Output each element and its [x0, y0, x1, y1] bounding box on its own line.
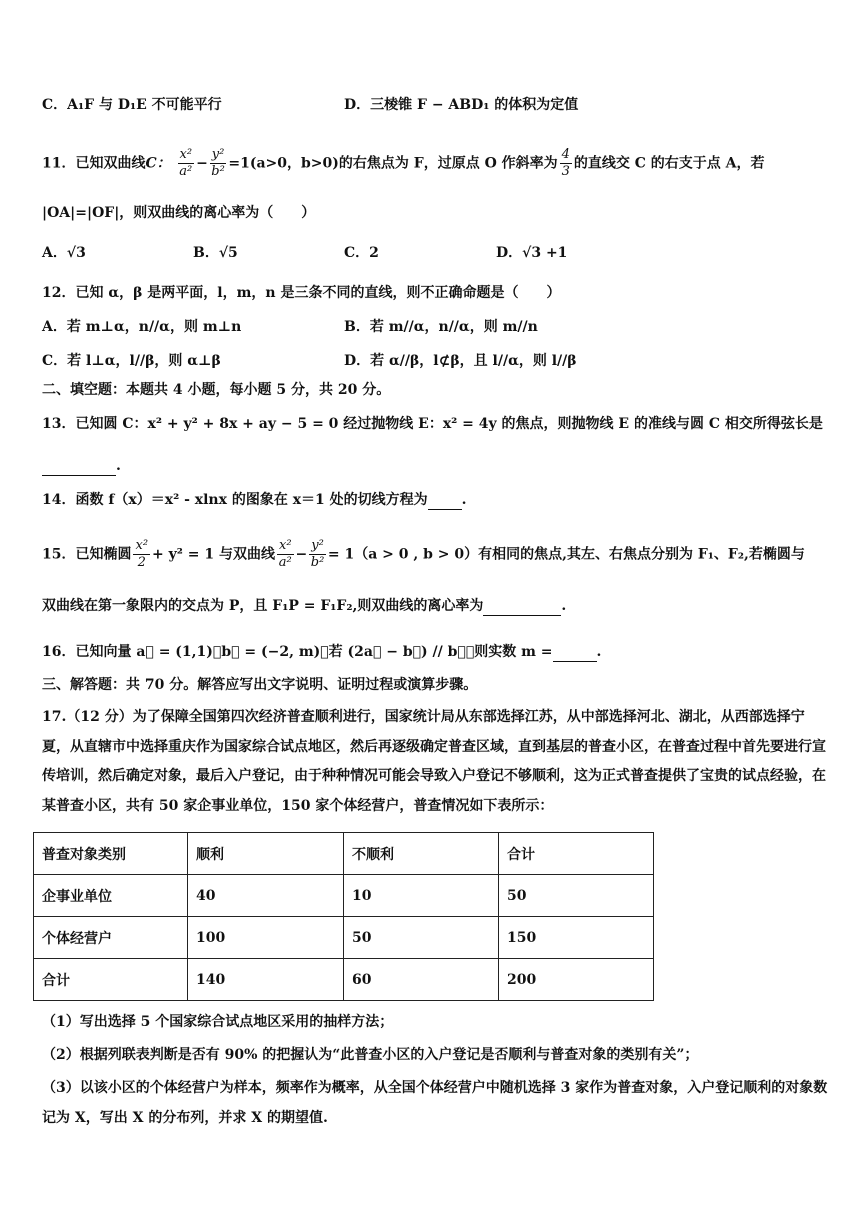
q11-line2: |OA|=|OF|，则双曲线的离心率为（ ）: [42, 205, 316, 221]
section-3-heading: 三、解答题：共 70 分。解答应写出文字说明、证明过程或演算步骤。: [42, 677, 478, 693]
q15-ellipse-frac: $\frac{\text{x²}}{2}$: [135, 538, 149, 570]
q12-option-d: D．若 α//β，l⊄β，且 l//α，则 l//β: [344, 353, 577, 369]
q17-paragraph: 17.（12 分）为了保障全国第四次经济普查顺利进行，国家统计局从东部选择江苏，从中部选择河北、湖北，从西部选择宁夏，从直辖市中选择重庆作为国家综合试点地区，然后再逐级确定普查区域，直到基层的普查小区，在普查过程中首先要进行宣传培训，然后确定对象，最后入户登记，由于种种情况可能会导致入户登记不够顺利，这为正式普查提供了宝贵的试点经验，在某普查小区，共有 50 家企事业单位，150 家个体经营户，普查情况如下表所示：: [42, 709, 826, 814]
table-header-cell: 不顺利: [344, 833, 499, 875]
q11-option-d: D．√3 +1: [496, 245, 568, 261]
q14-answer-blank[interactable]: [428, 489, 462, 510]
table-cell: 个体经营户: [34, 917, 188, 959]
q12-stem: 12．已知 α，β 是两平面，l，m，n 是三条不同的直线，则不正确命题是（ ）: [42, 285, 561, 301]
q12-option-b: B．若 m//α，n//α，则 m//n: [344, 319, 538, 335]
q11-stem: 11．已知双曲线C： $\frac{\text{x²}}{\text{a²}}$ − $\frac{\text{y²}}{\text{b²}}$ =1(a>0，b>0)的右焦点为 F，过原点 O 作斜率为 $\frac{4}{3}$ 的直线交 C 的右支于点 A，若: [42, 147, 765, 179]
q15-condition: = 1（a > 0 , b > 0）有相同的焦点,其左、右焦点分别为 F₁、F₂,若椭圆与: [327, 546, 805, 563]
table-cell: 100: [188, 917, 344, 959]
table-cell: 60: [344, 959, 499, 1001]
q11-frac-y: $\frac{\text{y²}}{\text{b²}}$: [211, 147, 225, 179]
table-cell: 企事业单位: [34, 875, 188, 917]
table-cell: 合计: [34, 959, 188, 1001]
table-cell: 50: [344, 917, 499, 959]
table-cell: 10: [344, 875, 499, 917]
q12-option-c: C．若 l⊥α，l//β，则 α⊥β: [42, 353, 221, 369]
q15-intro: 15．已知椭圆: [42, 546, 132, 563]
q17-sub2: （2）根据列联表判断是否有 90% 的把握认为“此普查小区的入户登记是否顺利与普查对象的类别有关”；: [42, 1047, 699, 1063]
table-header-cell: 合计: [499, 833, 654, 875]
q15-line2-text: 双曲线在第一象限内的交点为 P，且 F₁P = F₁F₂,则双曲线的离心率为: [42, 598, 484, 614]
table-cell: 40: [188, 875, 344, 917]
q17-sub3: （3）以该小区的个体经营户为样本，频率作为概率，从全国个体经营户中随机选择 3 家作为普查对象，入户登记顺利的对象数记为 X，写出 X 的分布列，并求 X 的期望值.: [42, 1080, 828, 1126]
q11-slope: $\frac{4}{3}$: [561, 147, 570, 179]
table-cell: 140: [188, 959, 344, 1001]
q17-table: [33, 832, 654, 1001]
q12-option-a: A．若 m⊥α，n//α，则 m⊥n: [42, 319, 242, 335]
q15-hyperbola-frac-x: $\frac{\text{x²}}{\text{a²}}$: [278, 538, 292, 570]
table-row: [34, 959, 654, 1001]
q15-line1: 15．已知椭圆 $\frac{\text{x²}}{2}$ + y² = 1 与双曲线 $\frac{\text{x²}}{\text{a²}}$ − $\frac{\text{y²}}{\text{b²}}$ = 1（a > 0 , b > 0）有相同的焦点,其左、右焦点分别为 F₁、F₂,若椭圆与: [42, 538, 805, 570]
q11-tail: 的直线交 C 的右支于点 A，若: [573, 155, 765, 172]
table-cell: 50: [499, 875, 654, 917]
table-cell: 150: [499, 917, 654, 959]
table-cell: 200: [499, 959, 654, 1001]
q11-curve: C：: [145, 155, 171, 172]
q11-option-c: C．2: [344, 245, 379, 261]
q10-option-c: C．A₁F 与 D₁E 不可能平行: [42, 97, 222, 113]
q10-option-d: D．三棱锥 F − ABD₁ 的体积为定值: [344, 97, 579, 113]
table-header-cell: 普查对象类别: [34, 833, 188, 875]
q15-answer-blank[interactable]: [483, 595, 561, 616]
table-header-cell: 顺利: [188, 833, 344, 875]
section-2-heading: 二、填空题：本题共 4 小题，每小题 5 分，共 20 分。: [42, 382, 391, 398]
q16-line: 16．已知向量 a⃗ = (1,1)，b⃗ = (−2, m)，若 (2a⃗ − b⃗) // b⃗，则实数 m = .: [42, 641, 601, 662]
table-row: [34, 917, 654, 959]
q13-line1: 13．已知圆 C：x² + y² + 8x + ay − 5 = 0 经过抛物线 E：x² = 4y 的焦点，则抛物线 E 的准线与圆 C 相交所得弦长是: [42, 416, 823, 432]
table-header-row: [34, 833, 654, 875]
q13-line2: .: [42, 455, 121, 476]
q11-frac-x: $\frac{\text{x²}}{\text{a²}}$: [179, 147, 193, 179]
q15-ellipse-tail: + y² = 1 与双曲线: [152, 546, 275, 563]
table-row: [34, 875, 654, 917]
q16-text: 16．已知向量 a⃗ = (1,1)，b⃗ = (−2, m)，若 (2a⃗ − b⃗) // b⃗，则实数 m =: [42, 644, 553, 660]
q15-hyperbola-frac-y: $\frac{\text{y²}}{\text{b²}}$: [310, 538, 325, 570]
q14-text: 14．函数 f（x）＝x² ‑ xlnx 的图象在 x＝1 处的切线方程为: [42, 492, 428, 508]
q11-option-a: A．√3: [42, 245, 86, 261]
q15-line2: 双曲线在第一象限内的交点为 P，且 F₁P = F₁F₂,则双曲线的离心率为 .: [42, 595, 566, 616]
q11-option-b: B．√5: [193, 245, 238, 261]
q16-answer-blank[interactable]: [553, 641, 597, 662]
q11-number: 11．已知双曲线: [42, 155, 146, 172]
q11-condition: =1(a>0，b>0)的右焦点为 F，过原点 O 作斜率为: [228, 155, 558, 172]
q13-answer-blank[interactable]: [42, 455, 116, 476]
q14-line: 14．函数 f（x）＝x² ‑ xlnx 的图象在 x＝1 处的切线方程为 .: [42, 489, 467, 510]
q17-sub1: （1）写出选择 5 个国家综合试点地区采用的抽样方法；: [42, 1014, 394, 1030]
